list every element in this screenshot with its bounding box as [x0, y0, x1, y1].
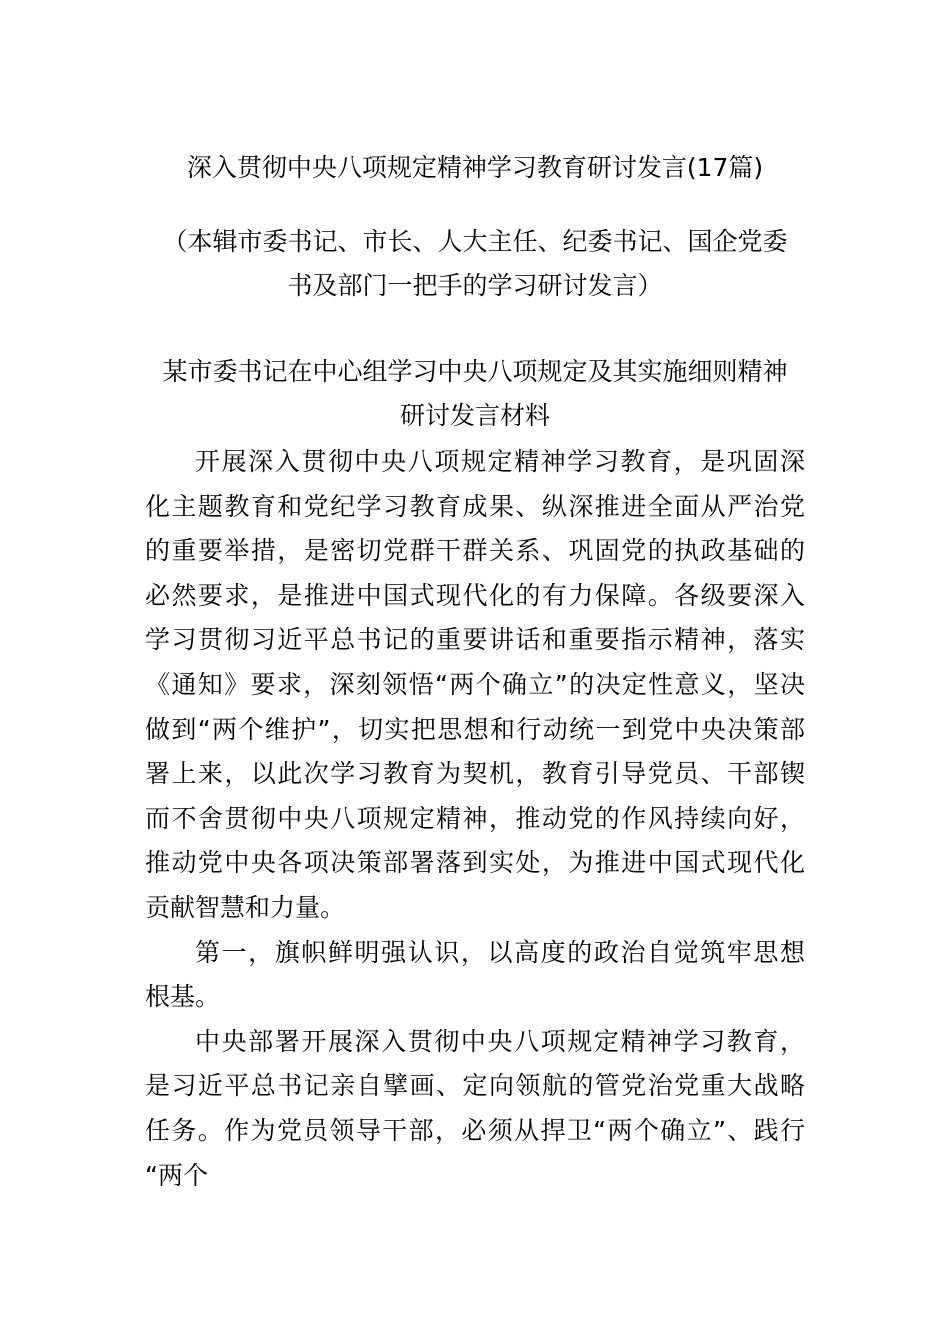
- text-line: 做到“两个维护”，切实把思想和行动统一到党中央决策部: [145, 714, 805, 744]
- text-line: 而不舍贯彻中央八项规定精神，推动党的作风持续向好，: [145, 803, 805, 833]
- section-title-line: 某市委书记在中心组学习中央八项规定及其实施细则精神: [162, 357, 788, 386]
- text-line: 开展深入贯彻中央八项规定精神学习教育，是巩固深: [195, 447, 805, 476]
- paragraph-deployment: [145, 1020, 805, 1198]
- subtitle-line: 书及部门一把手的学习研讨发言）: [287, 271, 663, 300]
- text-line: 的重要举措，是密切党群干群关系、巩固党的执政基础的: [145, 536, 805, 566]
- text-line: 任务。作为党员领导干部，必须从捍卫“两个确立”、践行: [145, 1115, 805, 1145]
- text-line: 化主题教育和党纪学习教育成果、纵深推进全面从严治党: [145, 491, 805, 521]
- document-subtitle: [145, 220, 805, 308]
- text-line: 署上来，以此次学习教育为契机，教育引导党员、干部锲: [145, 759, 805, 789]
- text-line: 学习贯彻习近平总书记的重要讲话和重要指示精神，落实: [145, 625, 805, 655]
- section-title: [145, 350, 805, 438]
- paragraph-point-one: [145, 931, 805, 1020]
- subtitle-line: （本辑市委书记、市长、人大主任、纪委书记、国企党委: [162, 227, 788, 256]
- text-line: 是习近平总书记亲自擘画、定向领航的管党治党重大战略: [145, 1071, 805, 1101]
- text-line: 贡献智慧和力量。: [145, 892, 346, 922]
- text-line: 必然要求，是推进中国式现代化的有力保障。各级要深入: [145, 580, 805, 610]
- text-line: 中央部署开展深入贯彻中央八项规定精神学习教育，: [195, 1026, 805, 1056]
- document-body: [145, 440, 805, 1198]
- paragraph-intro: [145, 440, 805, 931]
- text-line: “两个: [145, 1160, 208, 1190]
- text-line: 推动党中央各项决策部署落到实处，为推进中国式现代化: [145, 848, 805, 878]
- text-line: 第一，旗帜鲜明强认识，以高度的政治自觉筑牢思想: [195, 937, 805, 967]
- section-title-line: 研讨发言材料: [399, 401, 550, 430]
- text-line: 根基。: [145, 982, 221, 1012]
- document-title: 深入贯彻中央八项规定精神学习教育研讨发言(17篇): [186, 153, 764, 182]
- text-line: 《通知》要求，深刻领悟“两个确立”的决定性意义，坚决: [145, 669, 805, 699]
